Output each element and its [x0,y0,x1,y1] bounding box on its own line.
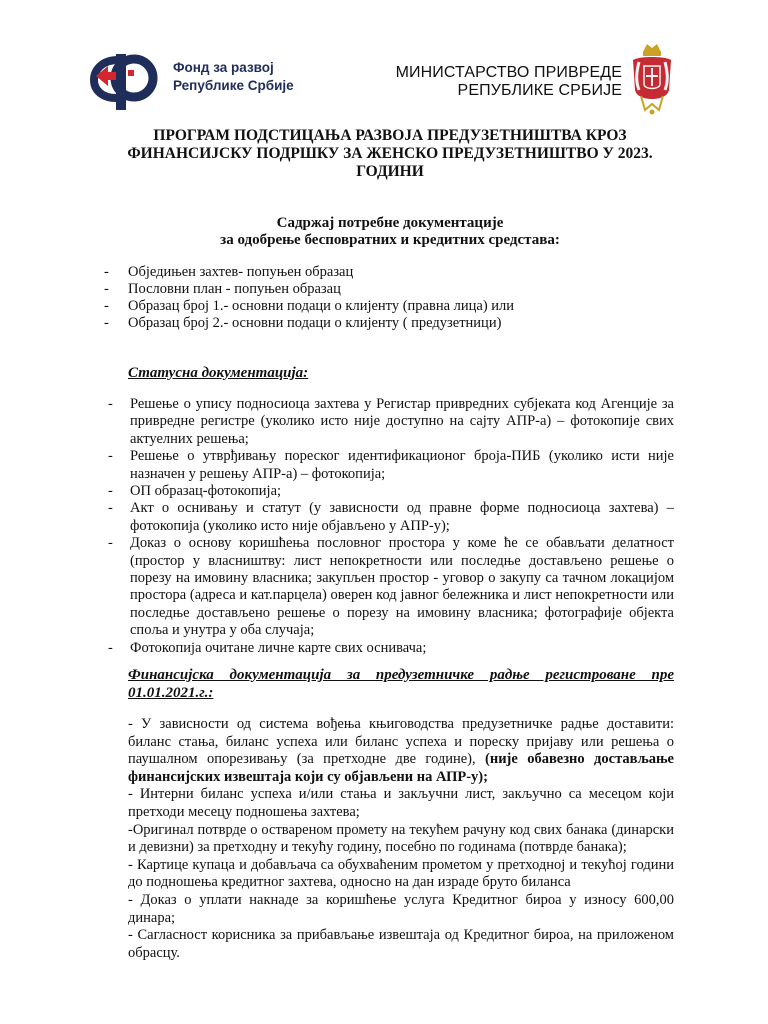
title-line1: ПРОГРАМ ПОДСТИЦАЊА РАЗВОЈА ПРЕДУЗЕТНИШТВА КРОЗ [153,127,627,144]
dash-bullet: - [108,448,113,465]
list-item: - Акт о оснивању и статут (у зависности од правне форме подносиоца захтева) – фотокопија (уколико исто није објављено у АПР-у); [108,500,674,534]
dash-bullet: - [108,483,113,500]
financial-paragraph: - Интерни биланс успеха и/или стања и закључни лист, закључно са месецом који претходи месецу подношења захтева; [128,786,674,820]
financial-paragraph: - У зависности од система вођења књиговодства предузетничке радње доставити: биланс стања, биланс успеха или биланс успеха и пореску пријаву или решења о паушалном опорезивању (за претходне две године), (није обавезно достављање финансијских извештаја који су објављени на АПР-у); [128,716,674,785]
financial-paragraph: - Сагласност корисника за прибављање извештаја од Кредитног бироа, на приложеном обрасцу. [128,927,674,961]
list-item: - ОП образац-фотокопија; [108,483,282,500]
fund-name [173,59,294,95]
financial-paragraph: -Оригинал потврде о оствареном промету на текућем рачуну код свих банака (динарски и девизни) за претходну и текућу годину, посебно по годинама (потврде банака); [128,821,674,856]
subtitle-line1: Садржај потребне документације [276,215,504,231]
dash-bullet: - [104,298,109,314]
status-heading: Статусна документација: [128,365,309,381]
title-line3: ГОДИНИ [356,163,424,180]
dash-bullet: - [108,535,113,552]
ministry-line1: МИНИСТАРСТВО ПРИВРЕДЕ [395,64,622,81]
ministry-name [396,64,622,100]
list-item: - Пословни план - попуњен образац [104,281,341,297]
fund-name-line2: Републике Србије [173,78,294,93]
financial-heading: Финансијска документација за предузетничке радње регистроване пре 01.01.2021.г.: [128,667,674,701]
required-forms-list [104,264,684,332]
title-line2: ФИНАНСИЈСКУ ПОДРШКУ ЗА ЖЕНСКО ПРЕДУЗЕТНИШТВО У 2023. [127,145,653,162]
document-subtitle [110,215,670,249]
list-item: - Доказ о основу коришћења пословног простора у коме ће се обављати делатност (простор у власништву: лист непокретности или последње достављено решење о порезу на имовину власника; закупљен простор - уговор о закупу са тачном локацијом простора (адреса и кат.парцела) оверен код јавног бележника и лист непокретности или последње достављено решење о порезу на имовину власника; фотографије објекта споља и унутра у оба случаја; [108,535,674,639]
program-title [110,127,670,181]
subtitle-line2: за одобрење бесповратних и кредитних средстава: [220,232,560,248]
ministry-line2: РЕПУБЛИКЕ СРБИЈЕ [457,82,622,99]
list-item: - Образац број 1.- основни подаци о клијенту (правна лица) или [104,298,515,314]
fund-name-line1: Фонд за развој [173,60,274,75]
dash-bullet: - [108,639,113,656]
dash-bullet: - [104,315,109,331]
dash-bullet: - [108,396,113,412]
list-item: - Обједињен захтев- попуњен образац [104,264,354,280]
financial-paragraph: - Доказ о уплати накнаде за коришћење услуга Кредитног бироа у износу 600,00 динара; [128,891,674,926]
list-item: - Решење о упису подносиоца захтева у Регистар привредних субјеката код Агенције за привредне регистре (уколико исто није доступно на сајту АПР-а) – фотокопије свих актуелних решења; [108,396,674,447]
fund-logo-icon [88,46,160,114]
list-item: - Образац број 2.- основни подаци о клијенту ( предузетници) [104,315,502,331]
dash-bullet: - [104,264,109,280]
dash-bullet: - [104,281,109,297]
dash-bullet: - [108,500,113,517]
financial-paragraph: - Картице купаца и добављача са обухваћеним прометом у претходној и текућој години до подношења кредитног захтева, односно на дан израде бруто биланса [128,856,674,891]
serbia-crest-icon [629,40,675,118]
list-item: - Фотокопија очитане личне карте свих оснивача; [108,639,427,656]
status-documents-list [108,396,674,657]
financial-documents [128,716,674,962]
list-item: - Решење о утврђивању пореског идентификационог броја-ПИБ (уколико исти није назначен у решењу АПР-а) – фотокопија; [108,448,674,482]
